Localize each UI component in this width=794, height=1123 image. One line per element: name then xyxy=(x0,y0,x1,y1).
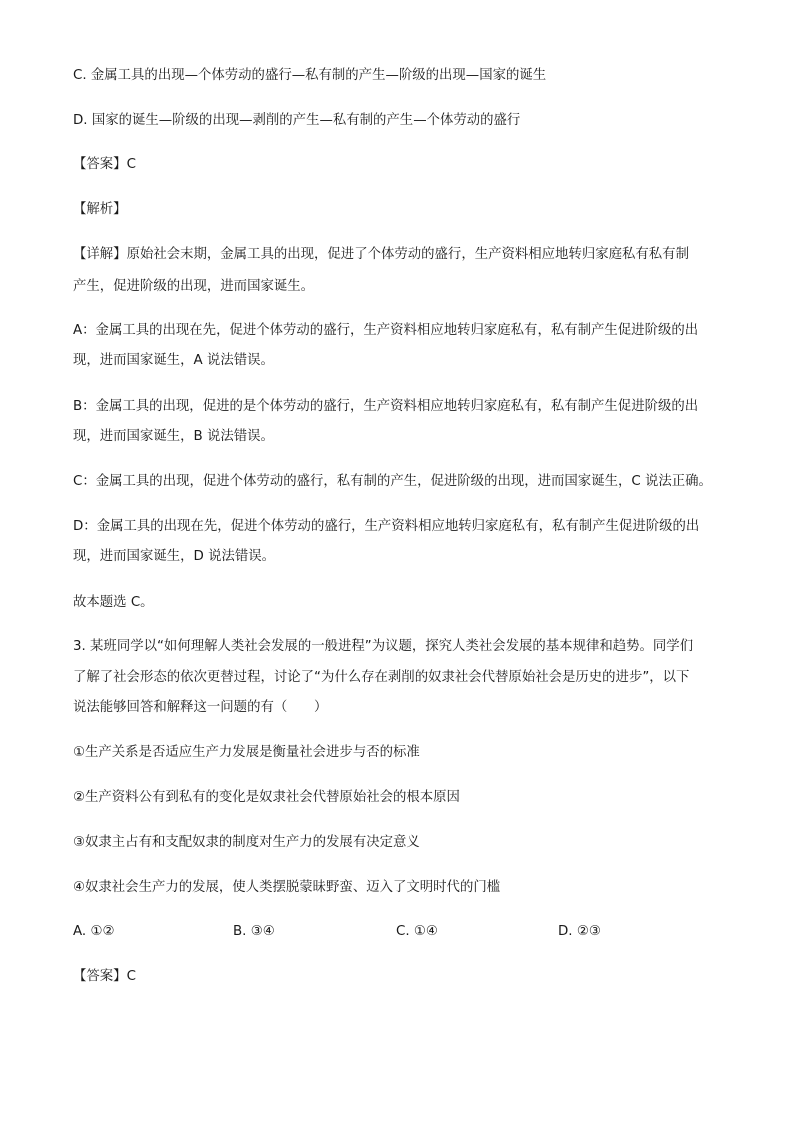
detail-line-2: 产生，促进阶级的出现，进而国家诞生。 xyxy=(73,279,315,294)
analysis-a-line-1: A：金属工具的出现在先，促进个体劳动的盛行，生产资料相应地转归家庭私有，私有制产生促进阶级的出 xyxy=(73,323,699,338)
q3-stem-line-1: 3. 某班同学以“如何理解人类社会发展的一般进程”为议题，探究人类社会发展的基本规律和趋势。同学们 xyxy=(73,639,694,654)
analysis-c-line-1: C：金属工具的出现，促进个体劳动的盛行，私有制的产生，促进阶级的出现，进而国家诞生，C 说法正确。 xyxy=(73,474,712,489)
detail-line-1 xyxy=(73,246,689,264)
option-d-text: D. 国家的诞生—阶级的出现—剥削的产生—私有制的产生—个体劳动的盛行 xyxy=(73,113,521,128)
option-c-text: C. 金属工具的出现—个体劳动的盛行—私有制的产生—阶级的出现—国家的诞生 xyxy=(73,68,547,83)
conclusion-text: 故本题选 C。 xyxy=(73,595,154,610)
q3-choice-c: C. ①④ xyxy=(396,924,438,939)
q3-statement-1: ①生产关系是否适应生产力发展是衡量社会进步与否的标准 xyxy=(73,745,420,760)
analysis-b-line-2: 现，进而国家诞生，B 说法错误。 xyxy=(73,429,274,444)
q3-choice-b: B. ③④ xyxy=(233,924,275,939)
q3-stem-line-3: 说法能够回答和解释这一问题的有（ ） xyxy=(73,700,328,715)
answer-label: 【答案】 xyxy=(73,157,127,172)
analysis-d-line-1: D：金属工具的出现在先，促进个体劳动的盛行，生产资料相应地转归家庭私有，私有制产生促进阶级的出 xyxy=(73,519,700,534)
analysis-d-line-2: 现，进而国家诞生，D 说法错误。 xyxy=(73,549,276,564)
q3-answer-block xyxy=(73,968,136,986)
analysis-a-line-2: 现，进而国家诞生，A 说法错误。 xyxy=(73,353,274,368)
answer-block xyxy=(73,156,136,174)
q3-answer-value: C xyxy=(126,969,136,984)
detail-label: 【详解】 xyxy=(73,247,127,262)
analysis-b-line-1: B：金属工具的出现，促进的是个体劳动的盛行，生产资料相应地转归家庭私有，私有制产生促进阶级的出 xyxy=(73,399,699,414)
analysis-label: 【解析】 xyxy=(73,202,127,217)
answer-value: C xyxy=(126,157,136,172)
q3-choice-d: D. ②③ xyxy=(558,924,601,939)
q3-statement-4: ④奴隶社会生产力的发展，使人类摆脱蒙昧野蛮、迈入了文明时代的门槛 xyxy=(73,880,501,895)
q3-stem-line-2: 了解了社会形态的依次更替过程，讨论了“为什么存在剥削的奴隶社会代替原始社会是历史的进步”，以下 xyxy=(73,670,690,685)
q3-choice-a: A. ①② xyxy=(73,924,115,939)
q3-statement-2: ②生产资料公有到私有的变化是奴隶社会代替原始社会的根本原因 xyxy=(73,790,460,805)
q3-answer-label: 【答案】 xyxy=(73,969,127,984)
detail-text-1: 原始社会末期，金属工具的出现，促进了个体劳动的盛行，生产资料相应地转归家庭私有私有制 xyxy=(126,247,689,262)
q3-statement-3: ③奴隶主占有和支配奴隶的制度对生产力的发展有决定意义 xyxy=(73,835,420,850)
